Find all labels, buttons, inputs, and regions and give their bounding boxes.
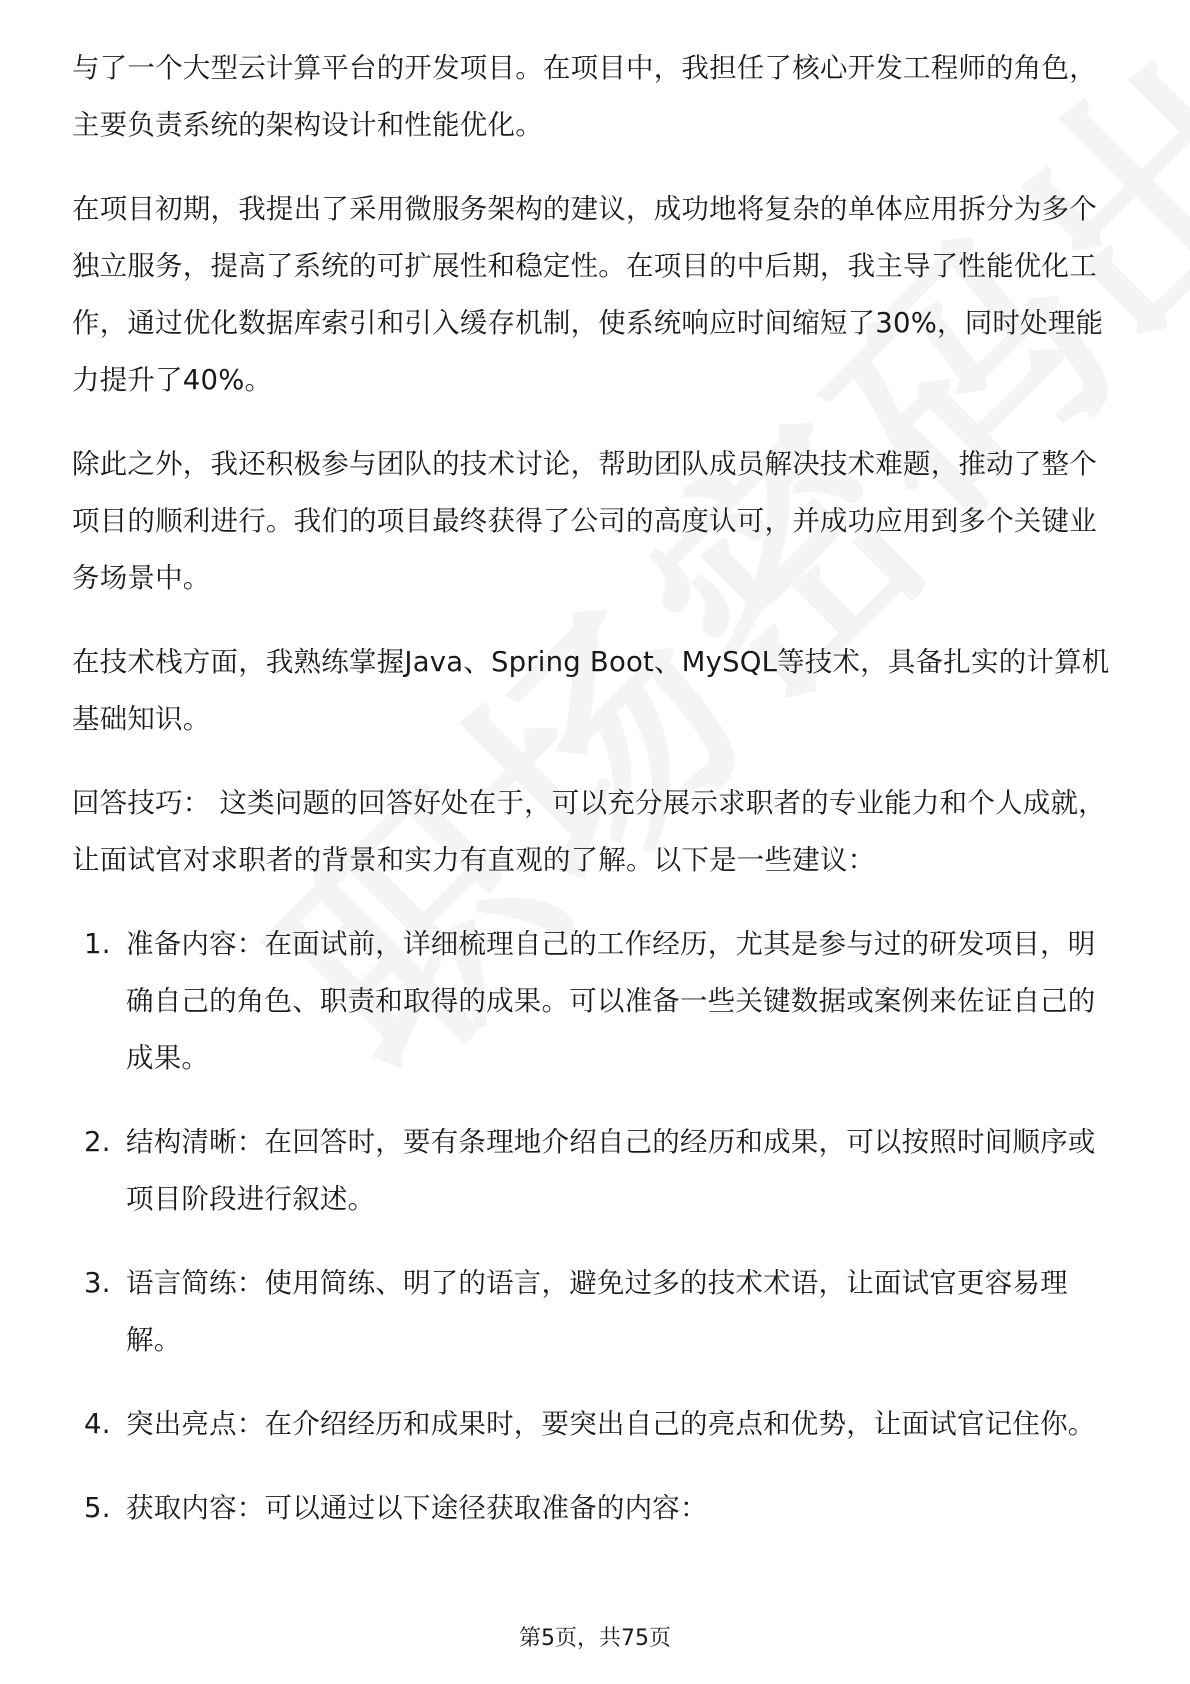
list-item-number: 4. [84, 1408, 111, 1440]
list-item-text: 语言简练：使用简练、明了的语言，避免过多的技术术语，让面试官更容易理解。 [126, 1267, 1068, 1356]
list-item-number: 2. [84, 1126, 111, 1158]
list-item-text: 获取内容：可以通过以下途径获取准备的内容： [126, 1492, 708, 1524]
page-number-footer: 第5页，共75页 [519, 1626, 671, 1651]
document-body [72, 40, 1122, 1564]
list-item [72, 1396, 1122, 1453]
paragraph-answer-tips-intro: 回答技巧： 这类问题的回答好处在于，可以充分展示求职者的专业能力和个人成就，让面试官对求职者的背景和实力有直观的了解。以下是一些建议： [72, 787, 1106, 876]
list-item-text: 结构清晰：在回答时，要有条理地介绍自己的经历和成果，可以按照时间顺序或项目阶段进行叙述。 [126, 1126, 1096, 1215]
list-item-text: 突出亮点：在介绍经历和成果时，要突出自己的亮点和优势，让面试官记住你。 [126, 1408, 1096, 1440]
list-item-number: 5. [84, 1492, 111, 1524]
list-item-number: 3. [84, 1267, 111, 1299]
list-item-number: 1. [84, 928, 111, 960]
paragraph-project-details: 在项目初期，我提出了采用微服务架构的建议，成功地将复杂的单体应用拆分为多个独立服务，提高了系统的可扩展性和稳定性。在项目的中后期，我主导了性能优化工作，通过优化数据库索引和引入缓存机制，使系统响应时间缩短了30%，同时处理能力提升了40%。 [72, 193, 1104, 396]
list-item [72, 1480, 1122, 1537]
list-item-text: 准备内容：在面试前，详细梳理自己的工作经历，尤其是参与过的研发项目，明确自己的角色、职责和取得的成果。可以准备一些关键数据或案例来佐证自己的成果。 [126, 928, 1096, 1074]
list-item [72, 1114, 1122, 1228]
paragraph-team-contribution: 除此之外，我还积极参与团队的技术讨论，帮助团队成员解决技术难题，推动了整个项目的顺利进行。我们的项目最终获得了公司的高度认可，并成功应用到多个关键业务场景中。 [72, 448, 1097, 594]
paragraph-project-intro: 与了一个大型云计算平台的开发项目。在项目中，我担任了核心开发工程师的角色，主要负责系统的架构设计和性能优化。 [72, 52, 1097, 141]
list-item [72, 916, 1122, 1087]
paragraph-tech-stack: 在技术栈方面，我熟练掌握Java、Spring Boot、MySQL等技术，具备扎实的计算机基础知识。 [72, 646, 1110, 735]
tips-list [72, 916, 1122, 1537]
list-item [72, 1255, 1122, 1369]
